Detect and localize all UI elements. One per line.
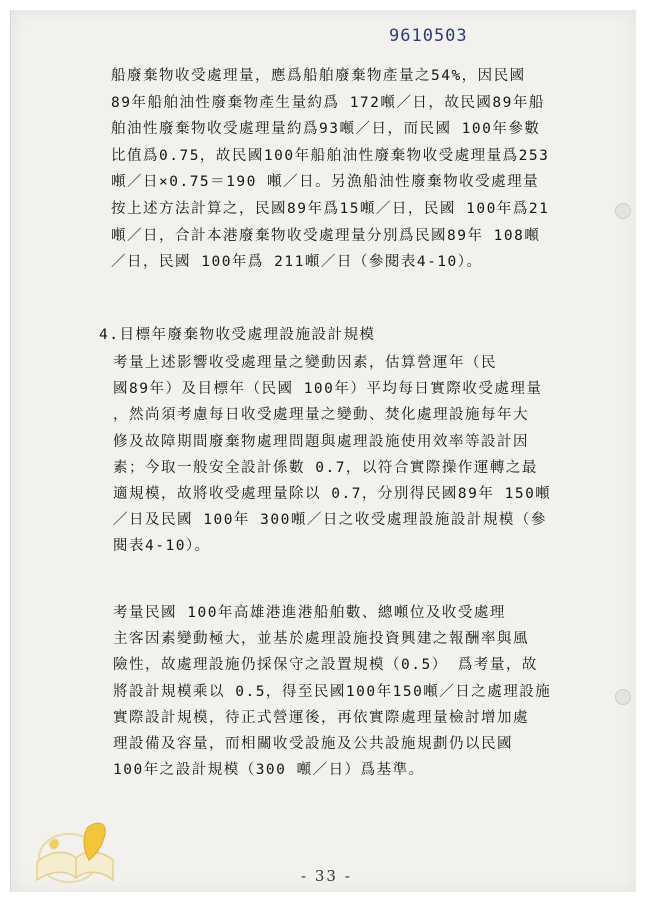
text-line: 閱表4-10）。 xyxy=(113,538,211,555)
text-line: 比值爲0.75，故民國100年船舶油性廢棄物收受處理量爲253 xyxy=(111,147,550,164)
text-line: 舶油性廢棄物收受處理量約爲93噸／日，而民國 100年參數 xyxy=(111,121,541,138)
section-heading: 4.目標年廢棄物收受處理設施設計規模 xyxy=(99,327,376,343)
paragraph-2 xyxy=(113,350,551,560)
text-line: ／日，民國 100年爲 211噸／日（參閱表4-10）。 xyxy=(111,254,483,271)
text-line: 按上述方法計算之，民國89年爲15噸／日，民國 100年爲21 xyxy=(111,200,550,217)
text-line: ／日及民國 100年 300噸／日之收受處理設施設計規模（參 xyxy=(113,512,547,529)
document-number: 9610503 xyxy=(389,26,468,46)
text-line: 險性，故處理設施仍採保守之設置規模（0.5） 爲考量，故 xyxy=(113,657,538,674)
text-line: 理設備及容量，而相關收受設施及公共設施規劃仍以民國 xyxy=(113,736,513,753)
binding-hole xyxy=(615,689,631,705)
text-line: 實際設計規模，待正式營運後，再依實際處理量檢討增加處 xyxy=(113,709,529,726)
document-page xyxy=(10,10,636,892)
page-number: - 33 - xyxy=(301,867,352,885)
text-line: 考量上述影響收受處理量之變動因素，估算營運年（民 xyxy=(113,355,497,371)
text-line: 噸／日×0.75＝190 噸／日。另漁船油性廢棄物收受處理量 xyxy=(111,174,540,191)
text-line: 將設計規模乘以 0.5，得至民國100年150噸／日之處理設施 xyxy=(113,683,552,700)
text-line: 考量民國 100年高雄港進港船舶數、總噸位及收受處理 xyxy=(113,605,506,621)
text-line: 修及故障期間廢棄物處理問題與處理設施使用效率等設計因 xyxy=(113,433,529,450)
taiwan-map-book-logo-icon xyxy=(29,810,124,890)
text-line: 船廢棄物收受處理量，應爲船舶廢棄物產量之54%，因民國 xyxy=(111,68,526,84)
binding-hole xyxy=(615,203,631,219)
text-line: 素；今取一般安全設計係數 0.7，以符合實際操作運轉之最 xyxy=(113,459,538,476)
text-line: 主客因素變動極大，並基於處理設施投資興建之報酬率與風 xyxy=(113,631,529,648)
text-line: ，然尚須考慮每日收受處理量之變動、焚化處理設施每年大 xyxy=(113,407,529,424)
paragraph-3 xyxy=(113,600,551,783)
text-line: 國89年）及目標年（民國 100年）平均每日實際收受處理量 xyxy=(113,381,543,398)
text-line: 89年船舶油性廢棄物產生量約爲 172噸／日，故民國89年船 xyxy=(111,94,545,111)
text-line: 100年之設計規模（300 噸／日）爲基準。 xyxy=(113,762,425,779)
paragraph-1 xyxy=(111,63,549,276)
text-line: 適規模，故將收受處理量除以 0.7，分別得民國89年 150噸 xyxy=(113,486,552,503)
text-line: 噸／日，合計本港廢棄物收受處理量分別爲民國89年 108噸 xyxy=(111,227,541,244)
